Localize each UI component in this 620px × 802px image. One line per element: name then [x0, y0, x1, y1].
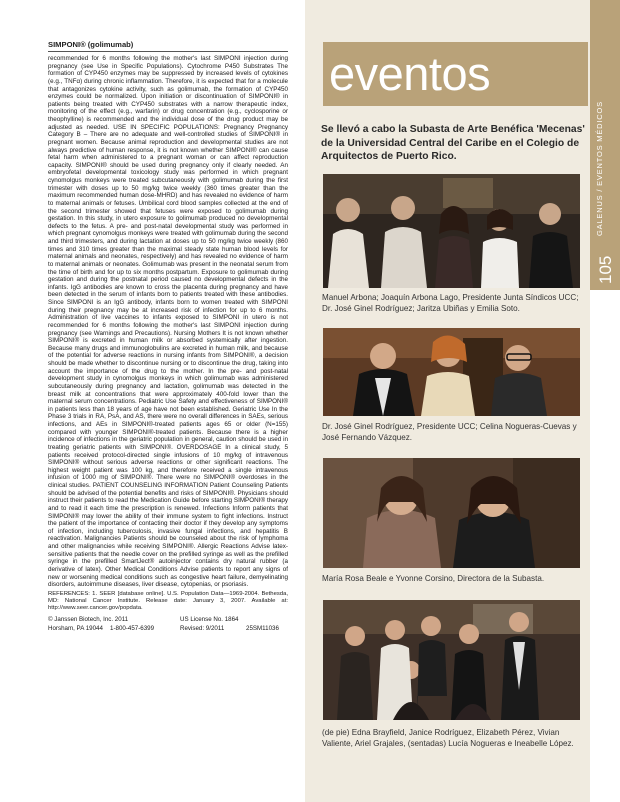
section-banner: [323, 42, 588, 106]
prescribing-info-column: [48, 40, 288, 633]
license-text: US License No. 1864: [180, 616, 239, 624]
photo-4-caption: (de pie) Edna Brayfield, Janice Rodríguez, Elizabeth Pérez, Vivian Valiente, Ariel Grajales, (sentadas) Lucía Nogueras e Ineabelle López.: [322, 728, 574, 749]
document-code: 25SM11036: [246, 624, 279, 632]
header-divider: [48, 51, 288, 52]
section-label: GALENUS / EVENTOS MÉDICOS: [595, 101, 604, 236]
page-number: 105: [596, 255, 615, 284]
side-tab: [590, 0, 620, 802]
photo-1-caption: Manuel Arbona; Joaquín Arbona Lago, Presidente Junta Síndicos UCC; Dr. José Ginel Rodríguez; Jaritza Ubiñas y Emilia Soto.: [322, 293, 579, 314]
photo-2-caption: Dr. José Ginel Rodríguez, Presidente UCC; Celina Nogueras-Cuevas y José Fernando Vázquez.: [322, 422, 577, 443]
prescribing-info-text: recommended for 6 months following the mother's last SIMPONI injection during pregnancy (see Use in Specific Populations). Cytochrome P450 Substrates The formation of CYP450 enzymes may be suppressed by increased levels of cytokines (e.g., TNFα) during chronic inflammation. Therefore, it is expected that for a molecule that antagonizes cytokine activity, such as golimumab, the formation of CYP450 enzymes could be normalized. Upon initiation or discontinuation of SIMPONI® in patients being treated with CYP450 substrates with a narrow therapeutic index, monitoring of the effect (e.g., warfarin) or drug concentration (e.g., cyclosporine or theophylline) is recommended and the individual dose of the drug product may be adjusted as needed. USE IN SPECIFIC POPULATIONS: Pregnancy Pregnancy Category B – There are no adequate and well-controlled studies of SIMPONI® in pregnant women. Because animal reproduction and developmental studies are not always predictive of human response, it is not known whether SIMPONI® can cause fetal harm when administered to a pregnant woman or can affect reproduction capacity. SIMPONI® should be used during pregnancy only if clearly needed. An embryofetal developmental toxicology study was performed in which pregnant cynomolgus monkeys were treated subcutaneously with golimumab during the first trimester with doses up to 50 mg/kg twice weekly (360 times greater than the maximum recommended human dose-MHRD) and has revealed no evidence of harm to maternal animals or fetuses. Umbilical cord blood samples collected at the end of the second trimester showed that fetuses were exposed to golimumab during gestation. In this study, in utero exposure to golimumab produced no developmental defects to the fetus. A pre- and post-natal developmental study was performed in which pregnant cynomolgus monkeys were treated with golimumab during the second and third trimesters, and during lactation at doses up to 50 mg/kg twice weekly (860 times and 310 times greater than the maximal steady state human blood levels for maternal animals and neonates, respectively) and has revealed no evidence of harm to maternal animals or neonates. Golimumab was present in the neonatal serum from the time of birth and for up to six months postpartum. Exposure to golimumab during gestation and during the postnatal period caused no developmental defects in the infants. IgG antibodies are known to cross the placenta during pregnancy and have been detected in the serum of infants born to patients treated with these antibodies. Since SIMPONI is an IgG antibody, infants born to women treated with SIMPONI during their pregnancy may be at increased risk of infection for up to 6 months. Administration of live vaccines to infants exposed to SIMPONI in utero is not recommended for 6 months following the mother's last SIMPONI injection during pregnancy (see Warnings and Precautions). Nursing Mothers It is not known whether SIMPONI® is excreted in human milk or absorbed systemically after ingestion. Because many drugs and immunoglobulins are excreted in human milk, and because of the potential for adverse reactions in nursing infants from SIMPONI®, a decision should be made whether to discontinue nursing or to discontinue the drug, taking into account the importance of the drug to the mother. In the pre- and post-natal development study in cynomolgus monkeys in which golimumab was administered subcutaneously during pregnancy and lactation, golimumab was detected in the breast milk at concentrations that were approximately 400-fold lower than the maternal serum concentrations. Pediatric Use Safety and effectiveness of SIMPONI® in patients less than 18 years of age have not been established. Geriatric Use In the Phase 3 trials in RA, PsA, and AS, there were no overall differences in SAEs, serious infections, and AEs in SIMPONI®-treated patients ages 65 or older (N=155) compared with younger SIMPONI®-treated patients. Because there is a higher incidence of infections in the geriatric population in general, caution should be used in treating geriatric patients with SIMPONI®. OVERDOSAGE In a clinical study, 5 patients received protocol-directed single infusions of 10 mg/kg of intravenous SIMPONI® without serious adverse reactions or other significant reactions. The highest weight patient was 100 kg, and therefore received a single intravenous infusion of 1000 mg of SIMPONI®. There were no SIMPONI® overdoses in the clinical studies. PATIENT COUNSELING INFORMATION Patient Counseling Patients should be advised of the potential benefits and risks of SIMPONI®. Physicians should instruct their patients to read the Medication Guide before starting SIMPONI® therapy and to read it each time the prescription is renewed. Infections Inform patients that SIMPONI® may lower the ability of their immune system to fight infections. Instruct the patient of the importance of contacting their doctor if they develop any symptoms of infection, including tuberculosis, invasive fungal infections, and hepatitis B reactivation. Malignancies Patients should be counseled about the risk of lymphoma and other malignancies while receiving SIMPONI®. Allergic Reactions Advise latex-sensitive patients that the needle cover on the prefilled syringe as well as the prefilled syringe in the prefilled SmartJect® autoinjector contains dry natural rubber (a derivative of latex). Other Medical Conditions Advise patients to report any signs of new or worsening medical conditions such as congestive heart failure, demyelinating disorders, autoimmune diseases, liver disease, cytopenias, or psoriasis.: [48, 55, 288, 589]
event-photo-3: [323, 458, 580, 568]
event-photo-1: [323, 174, 580, 288]
address-text: Horsham, PA 19044: [48, 624, 103, 632]
references-text: REFERENCES: 1. SEER [database online]. U.S. Population Data—1969-2004. Bethesda, MD: National Cancer Institute. Release date: January 3, 2007. Available at: http://www.seer.cancer.gov/popdata.: [48, 590, 288, 612]
event-headline: Se llevó a cabo la Subasta de Arte Benéfica 'Mecenas' de la Universidad Central del Caribe en el Colegio de Arquitectos de Puerto Rico.: [321, 124, 585, 162]
tab-top-bar: [590, 0, 620, 244]
event-photo-4: [323, 600, 580, 720]
revised-text: Revised: 9/2011: [180, 624, 225, 632]
photo-3-caption: María Rosa Beale e Yvonne Corsino, Directora de la Subasta.: [322, 574, 545, 583]
copyright-text: © Janssen Biotech, Inc. 2011: [48, 616, 129, 624]
page-number-box: [590, 244, 620, 290]
drug-header: SIMPONI® (golimumab): [48, 40, 134, 49]
phone-text: 1-800-457-6399: [110, 624, 155, 632]
company-footer: [48, 616, 288, 633]
events-panel: [305, 0, 590, 802]
event-photo-2: [323, 328, 580, 416]
section-title: eventos: [329, 47, 491, 100]
